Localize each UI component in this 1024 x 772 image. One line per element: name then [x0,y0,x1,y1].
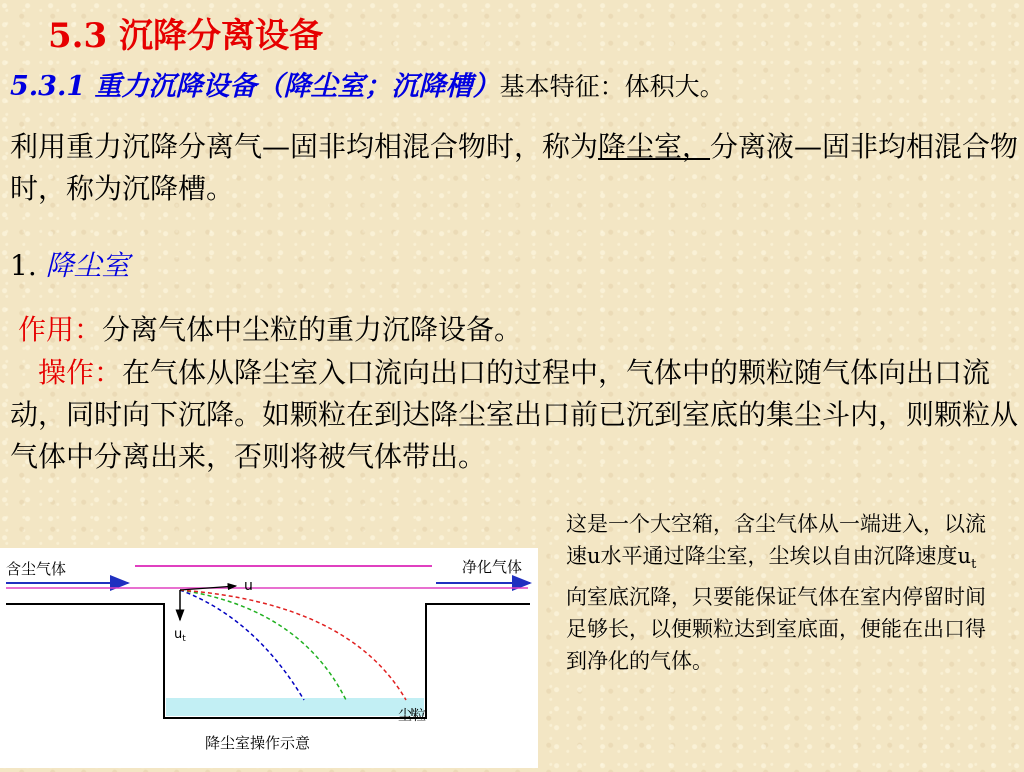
intro-text-underlined: 降尘室， [598,130,711,163]
section-heading [10,64,725,103]
page-title: 5.3 沉降分离设备 [48,16,323,56]
dust-label: 尘粒 [398,708,426,724]
section-name: 重力沉降设备（降尘室；沉降槽） [94,71,500,102]
function-label: 作用： [18,313,103,346]
operation-text: 在气体从降尘室入口流向出口的过程中，气体中的颗粒随气体向出口流动，同时向下沉降。如颗粒在到达降尘室出口前已沉到室底的集尘斗内，则颗粒从气体中分离出来，否则将被气体带出。 [10,356,1019,473]
diagram-svg [0,548,538,768]
section-number: 5.3.1 [10,71,95,102]
outlet-label: 净化气体 [462,558,523,576]
diagram-caption: 降尘室操作示意 [205,734,311,752]
inlet-label: 含尘气体 [6,560,67,578]
function-text: 分离气体中尘粒的重力沉降设备。 [102,313,523,346]
section-feature: 基本特征：体积大。 [499,72,725,101]
intro-text-a: 利用重力沉降分离气—固非均相混合物时，称为 [10,130,599,163]
item-number: 1. [10,249,46,282]
item-heading [10,244,130,284]
intro-text-c: 分离液—固非均相混合物时，称为沉降槽。 [10,130,1019,205]
intro-paragraph [10,126,1020,210]
dust-layer [166,698,424,716]
function-line [18,308,522,348]
side-note-text-b: 向室底沉降，只要能保证气体在室内停留时间足够长，以便颗粒达到室底面，便能在出口得到净化的气体。 [566,585,986,674]
side-note-sub: t [971,557,977,573]
u-label: u [244,578,253,594]
operation-label: 操作： [38,356,123,389]
operation-paragraph [10,352,1024,478]
item-label: 降尘室 [45,249,130,282]
side-note [566,508,996,677]
ut-label: $u_t$ [174,627,186,644]
settling-chamber-diagram [0,548,538,768]
side-note-text-a: 这是一个大空箱，含尘气体从一端进入，以流速u水平通过降尘室，尘埃以自由沉降速度u [566,512,986,568]
